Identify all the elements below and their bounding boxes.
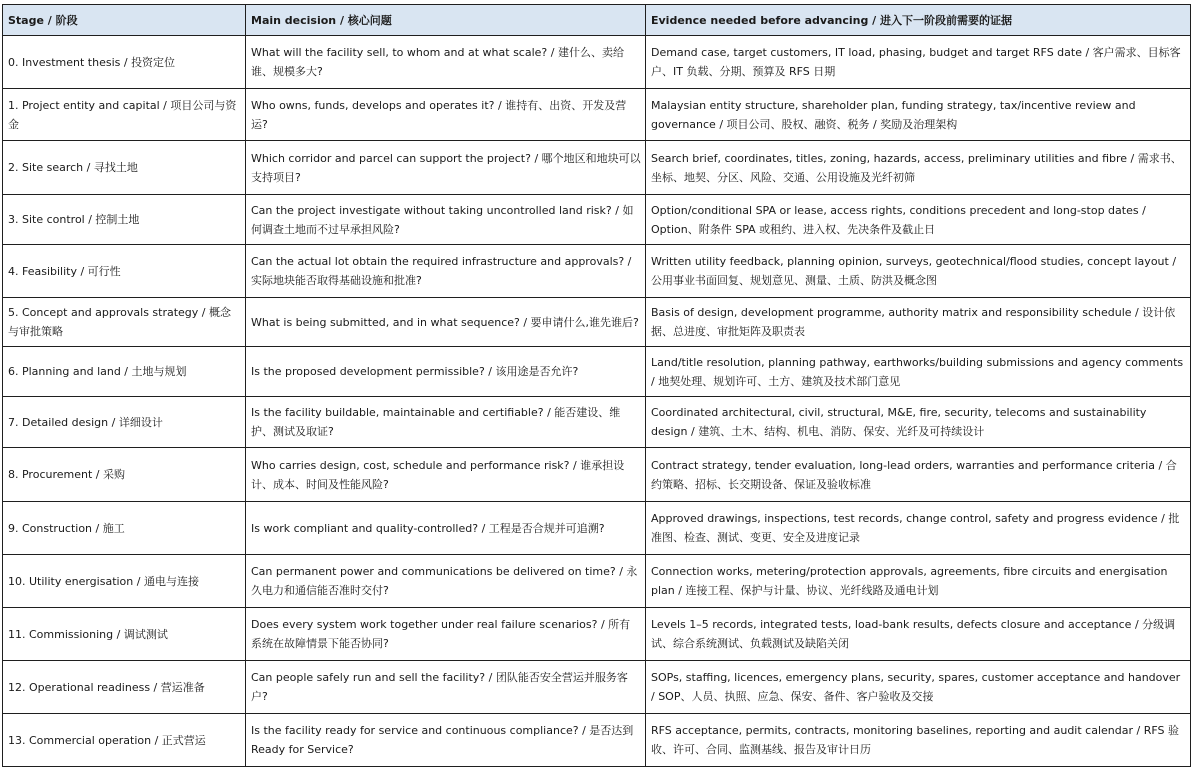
- stage-cell: 10. Utility energisation / 通电与连接: [3, 555, 246, 608]
- evidence-cell: Coordinated architectural, civil, structural, M&E, fire, security, telecoms and sustainability design / 建筑、土木、结构、机电、消防、保安、光纤及可持续设计: [646, 397, 1191, 448]
- main-decision-cell: What is being submitted, and in what sequence? / 要申请什么,谁先谁后?: [246, 298, 646, 347]
- main-decision-cell: Can permanent power and communications be delivered on time? / 永久电力和通信能否准时交付?: [246, 555, 646, 608]
- stage-gate-table: [2, 4, 1191, 767]
- table-header-row: [3, 5, 1191, 36]
- table-row: [3, 661, 1191, 714]
- table-row: [3, 448, 1191, 502]
- stage-cell: 13. Commercial operation / 正式营运: [3, 714, 246, 767]
- evidence-cell: Written utility feedback, planning opinion, surveys, geotechnical/flood studies, concept layout / 公用事业书面回复、规划意见、测量、土质、防洪及概念图: [646, 245, 1191, 298]
- stage-cell: 9. Construction / 施工: [3, 502, 246, 555]
- stage-cell: 2. Site search / 寻找土地: [3, 141, 246, 195]
- stage-cell: 6. Planning and land / 土地与规划: [3, 347, 246, 397]
- stage-cell: 4. Feasibility / 可行性: [3, 245, 246, 298]
- header-stage: Stage / 阶段: [3, 5, 246, 36]
- header-evidence: Evidence needed before advancing / 进入下一阶段前需要的证据: [646, 5, 1191, 36]
- table-row: [3, 141, 1191, 195]
- stage-cell: 0. Investment thesis / 投资定位: [3, 36, 246, 89]
- table-row: [3, 714, 1191, 767]
- table-row: [3, 608, 1191, 661]
- table-row: [3, 397, 1191, 448]
- evidence-cell: Option/conditional SPA or lease, access rights, conditions precedent and long-stop dates / Option、附条件 SPA 或租约、进入权、先决条件及截止日: [646, 195, 1191, 245]
- main-decision-cell: Is the facility buildable, maintainable and certifiable? / 能否建设、维护、测试及取证?: [246, 397, 646, 448]
- stage-cell: 7. Detailed design / 详细设计: [3, 397, 246, 448]
- main-decision-cell: Which corridor and parcel can support the project? / 哪个地区和地块可以支持项目?: [246, 141, 646, 195]
- stage-cell: 8. Procurement / 采购: [3, 448, 246, 502]
- table-row: [3, 298, 1191, 347]
- evidence-cell: Demand case, target customers, IT load, phasing, budget and target RFS date / 客户需求、目标客户、IT 负载、分期、预算及 RFS 日期: [646, 36, 1191, 89]
- evidence-cell: Land/title resolution, planning pathway, earthworks/building submissions and agency comments / 地契处理、规划许可、土方、建筑及技术部门意见: [646, 347, 1191, 397]
- evidence-cell: Contract strategy, tender evaluation, long-lead orders, warranties and performance criteria / 合约策略、招标、长交期设备、保证及验收标准: [646, 448, 1191, 502]
- stage-cell: 5. Concept and approvals strategy / 概念与审批策略: [3, 298, 246, 347]
- table-row: [3, 36, 1191, 89]
- table-body: [3, 36, 1191, 767]
- table-row: [3, 502, 1191, 555]
- main-decision-cell: Is the proposed development permissible? / 该用途是否允许?: [246, 347, 646, 397]
- table-row: [3, 195, 1191, 245]
- table-row: [3, 245, 1191, 298]
- header-main-decision: Main decision / 核心问题: [246, 5, 646, 36]
- table-row: [3, 347, 1191, 397]
- main-decision-cell: Who owns, funds, develops and operates it? / 谁持有、出资、开发及营运?: [246, 89, 646, 141]
- stage-cell: 12. Operational readiness / 营运准备: [3, 661, 246, 714]
- main-decision-cell: Who carries design, cost, schedule and performance risk? / 谁承担设计、成本、时间及性能风险?: [246, 448, 646, 502]
- evidence-cell: SOPs, staffing, licences, emergency plans, security, spares, customer acceptance and handover / SOP、人员、执照、应急、保安、备件、客户验收及交接: [646, 661, 1191, 714]
- main-decision-cell: What will the facility sell, to whom and at what scale? / 建什么、卖给谁、规模多大?: [246, 36, 646, 89]
- evidence-cell: Levels 1–5 records, integrated tests, load-bank results, defects closure and acceptance / 分级调试、综合系统测试、负载测试及缺陷关闭: [646, 608, 1191, 661]
- evidence-cell: Basis of design, development programme, authority matrix and responsibility schedule / 设计依据、总进度、审批矩阵及职责表: [646, 298, 1191, 347]
- evidence-cell: Approved drawings, inspections, test records, change control, safety and progress evidence / 批准图、检查、测试、变更、安全及进度记录: [646, 502, 1191, 555]
- evidence-cell: RFS acceptance, permits, contracts, monitoring baselines, reporting and audit calendar / RFS 验收、许可、合同、监测基线、报告及审计日历: [646, 714, 1191, 767]
- evidence-cell: Search brief, coordinates, titles, zoning, hazards, access, preliminary utilities and fibre / 需求书、坐标、地契、分区、风险、交通、公用设施及光纤初筛: [646, 141, 1191, 195]
- main-decision-cell: Can the project investigate without taking uncontrolled land risk? / 如何调查土地而不过早承担风险?: [246, 195, 646, 245]
- evidence-cell: Connection works, metering/protection approvals, agreements, fibre circuits and energisation plan / 连接工程、保护与计量、协议、光纤线路及通电计划: [646, 555, 1191, 608]
- evidence-cell: Malaysian entity structure, shareholder plan, funding strategy, tax/incentive review and governance / 项目公司、股权、融资、税务 / 奖励及治理架构: [646, 89, 1191, 141]
- main-decision-cell: Is work compliant and quality-controlled? / 工程是否合规并可追溯?: [246, 502, 646, 555]
- main-decision-cell: Does every system work together under real failure scenarios? / 所有系统在故障情景下能否协同?: [246, 608, 646, 661]
- main-decision-cell: Can people safely run and sell the facility? / 团队能否安全营运并服务客户?: [246, 661, 646, 714]
- stage-cell: 3. Site control / 控制土地: [3, 195, 246, 245]
- stage-cell: 1. Project entity and capital / 项目公司与资金: [3, 89, 246, 141]
- table-row: [3, 89, 1191, 141]
- table-row: [3, 555, 1191, 608]
- main-decision-cell: Can the actual lot obtain the required infrastructure and approvals? / 实际地块能否取得基础设施和批准?: [246, 245, 646, 298]
- stage-cell: 11. Commissioning / 调试测试: [3, 608, 246, 661]
- main-decision-cell: Is the facility ready for service and continuous compliance? / 是否达到 Ready for Service?: [246, 714, 646, 767]
